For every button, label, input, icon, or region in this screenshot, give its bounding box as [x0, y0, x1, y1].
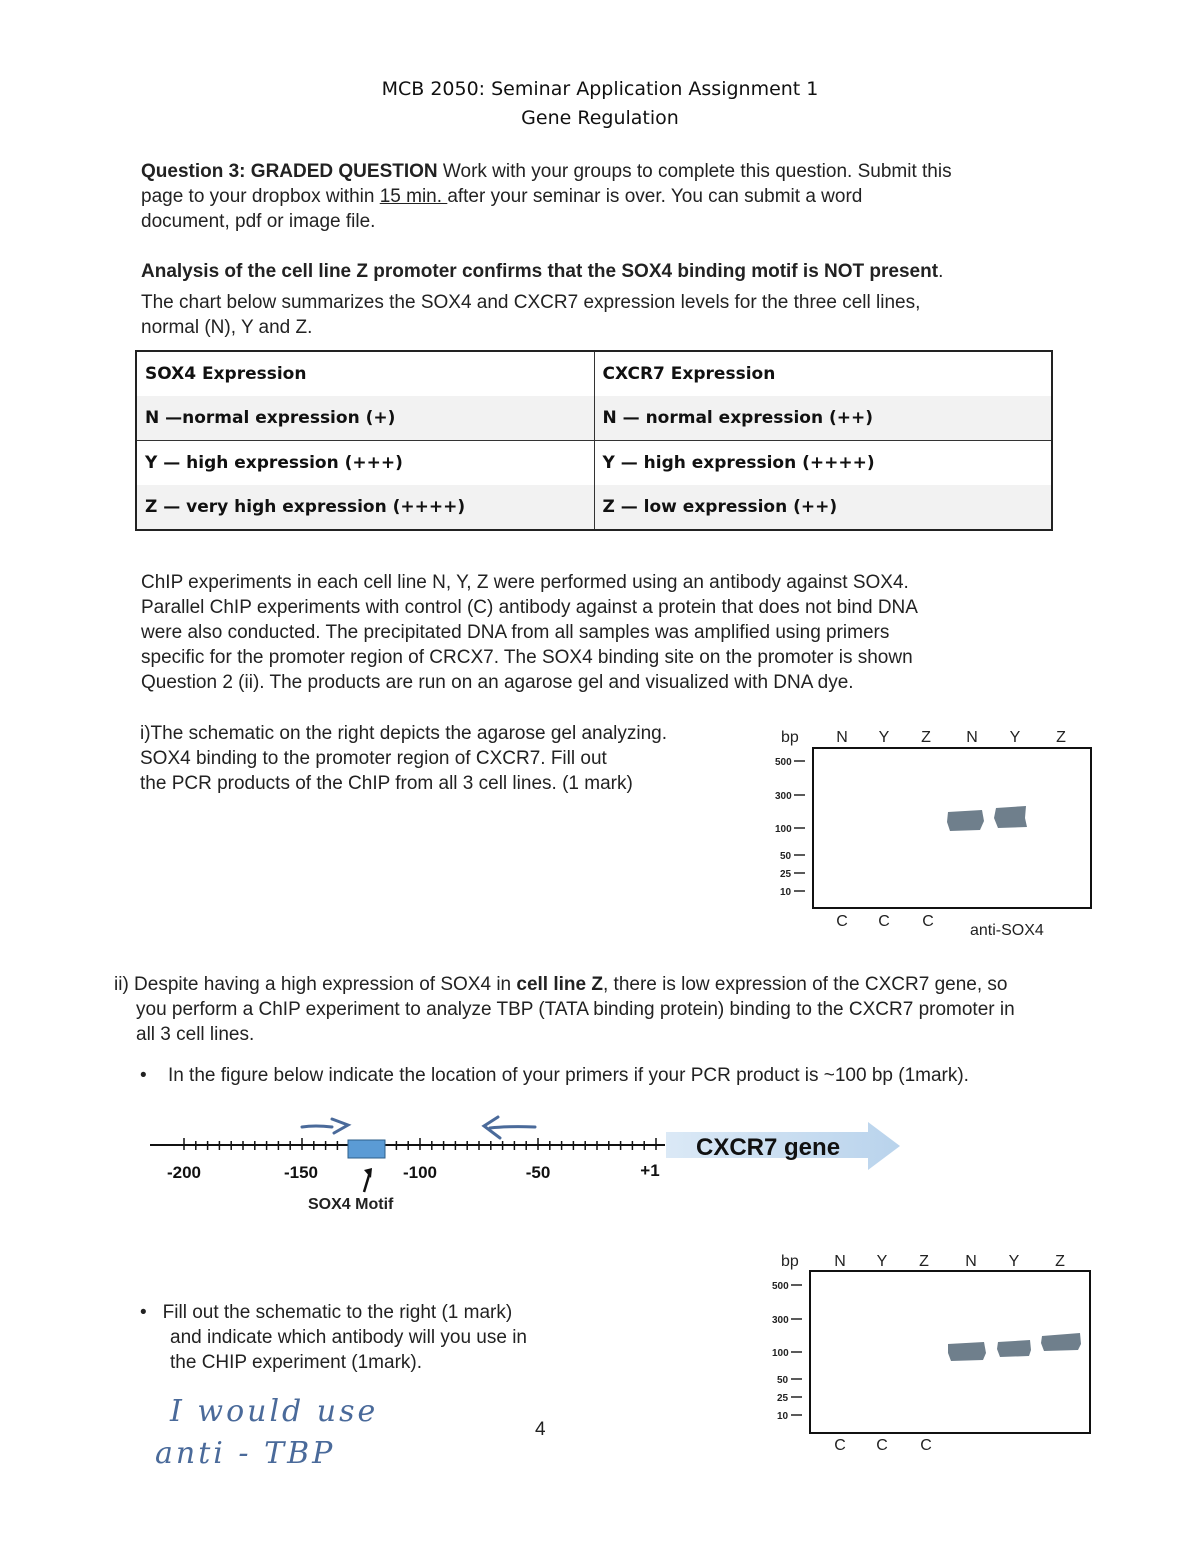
antibody-label: anti-SOX4 — [970, 922, 1044, 939]
marker-label: 500 — [772, 1281, 789, 1292]
pcr-band-n — [948, 1342, 986, 1361]
axis-tick-label: -150 — [283, 1163, 319, 1182]
lane-label: Y — [878, 729, 890, 746]
axis-tick-label: -200 — [166, 1163, 202, 1182]
control-label: C — [834, 1437, 846, 1454]
lane-label: Y — [1009, 729, 1021, 746]
table-row — [136, 396, 1052, 441]
control-label: C — [922, 913, 934, 930]
marker-label: 50 — [780, 851, 792, 862]
question-label: Question 3: GRADED QUESTION — [141, 161, 438, 182]
lane-label: Y — [1008, 1253, 1020, 1270]
lane-label: Z — [1056, 729, 1066, 746]
marker-label: 10 — [777, 1411, 789, 1422]
axis-ticks — [184, 1138, 656, 1150]
table-cell: Y — high expression (++++) — [594, 441, 1052, 486]
cell-line-z: cell line Z — [516, 974, 603, 995]
axis-tick-label: +1 — [640, 1161, 660, 1180]
marker-label: 25 — [780, 869, 792, 880]
table-cell: Y — high expression (+++) — [136, 441, 594, 486]
part-i-text: i)The schematic on the right depicts the agarose gel analyzing. SOX4 binding to the promoter region of CXCR7. Fill out the PCR products of the ChIP from all 3 cell lines. (1 mark) — [140, 723, 668, 794]
table-row — [136, 485, 1052, 530]
table-header-cxcr7: CXCR7 Expression — [594, 351, 1052, 396]
bullet-icon: • — [140, 1065, 147, 1086]
table-row — [136, 441, 1052, 486]
marker-label: 25 — [777, 1393, 789, 1404]
control-label: C — [876, 1437, 888, 1454]
analysis-statement: Analysis of the cell line Z promoter confirms that the SOX4 binding motif is NOT present — [141, 261, 939, 282]
pcr-band-z — [1041, 1333, 1081, 1351]
document-title: MCB 2050: Seminar Application Assignment 1 — [381, 78, 819, 100]
table-cell: N —normal expression (+) — [136, 396, 594, 441]
lane-label: Z — [1055, 1253, 1065, 1270]
motif-label: SOX4 Motif — [308, 1196, 394, 1213]
table-header-row — [136, 351, 1052, 396]
lane-label: Z — [921, 729, 931, 746]
bullet-primers: • In the figure below indicate the location of your primers if your PCR product is ~100 bp (1mark). — [140, 1065, 969, 1086]
marker-label: 500 — [775, 757, 792, 768]
lane-label: N — [966, 729, 978, 746]
gel-bp-label: bp — [781, 729, 799, 746]
part-ii-text: ii) Despite having a high expression of SOX4 in cell line Z, there is low expression of the CXCR7 gene, so you perform a ChIP experiment to analyze TBP (TATA binding protein) binding to the CXCR7 promoter in all 3 cell lines. — [114, 974, 1015, 1045]
handwritten-answer-line1: I would use — [170, 1394, 379, 1429]
gel-diagram-tbp — [770, 1246, 1100, 1456]
reverse-primer-arrow — [490, 1127, 535, 1128]
document-subtitle: Gene Regulation — [521, 107, 679, 129]
marker-label: 10 — [780, 887, 792, 898]
marker-label: 300 — [772, 1315, 789, 1326]
sox4-motif-box — [348, 1140, 385, 1158]
marker-label: 300 — [775, 791, 792, 802]
forward-primer-arrow — [302, 1126, 332, 1127]
axis-tick-label: -100 — [402, 1163, 438, 1182]
table-cell: Z — low expression (++) — [594, 485, 1052, 530]
control-label: C — [836, 913, 848, 930]
handwritten-answer-line2: anti - TBP — [155, 1436, 336, 1471]
pcr-band-n — [947, 810, 984, 831]
table-cell: N — normal expression (++) — [594, 396, 1052, 441]
table-cell: Z — very high expression (++++) — [136, 485, 594, 530]
time-limit: 15 min. — [379, 186, 448, 207]
intro-paragraph: Question 3: GRADED QUESTION Work with your groups to complete this question. Submit this page to your dropbox within 15 min. after your seminar is over. You can submit a word document, pdf or image file. — [141, 161, 952, 232]
marker-label: 100 — [775, 824, 792, 835]
bullet-schematic: • Fill out the schematic to the right (1 mark) and indicate which antibody will you use in the CHIP experiment (1mark). — [140, 1302, 527, 1373]
analysis-paragraph: Analysis of the cell line Z promoter confirms that the SOX4 binding motif is NOT present. The chart below summarizes the SOX4 and CXCR7 expression levels for the three cell lines, normal (N), Y and Z. — [141, 261, 944, 338]
bullet-icon: • — [140, 1302, 147, 1323]
lane-label: N — [965, 1253, 977, 1270]
lane-label: N — [836, 729, 848, 746]
control-label: C — [920, 1437, 932, 1454]
gel-diagram-sox4 — [770, 722, 1100, 944]
control-label: C — [878, 913, 890, 930]
pcr-band-y — [994, 806, 1027, 828]
promoter-diagram — [140, 1100, 920, 1220]
gel-bp-label: bp — [781, 1253, 799, 1270]
expression-table — [135, 350, 1053, 531]
page-number: 4 — [535, 1419, 546, 1440]
gene-label: CXCR7 gene — [696, 1134, 841, 1161]
axis-tick-label: -50 — [525, 1163, 551, 1182]
pcr-band-y — [997, 1340, 1031, 1357]
marker-label: 50 — [777, 1375, 789, 1386]
lane-label: Z — [919, 1253, 929, 1270]
marker-label: 100 — [772, 1348, 789, 1359]
lane-label: N — [834, 1253, 846, 1270]
chip-paragraph: ChIP experiments in each cell line N, Y, Z were performed using an antibody against SOX4. Parallel ChIP experiments with control (C) antibody against a protein that does not bind DNA were also conducted. The precipitated DNA from all samples was amplified using primers specific for the promoter region of CRCX7. The SOX4 binding site on the promoter is shown Question 2 (ii). The products are run on an agarose gel and visualized with DNA dye. — [141, 572, 918, 693]
table-header-sox4: SOX4 Expression — [136, 351, 594, 396]
lane-label: Y — [876, 1253, 888, 1270]
